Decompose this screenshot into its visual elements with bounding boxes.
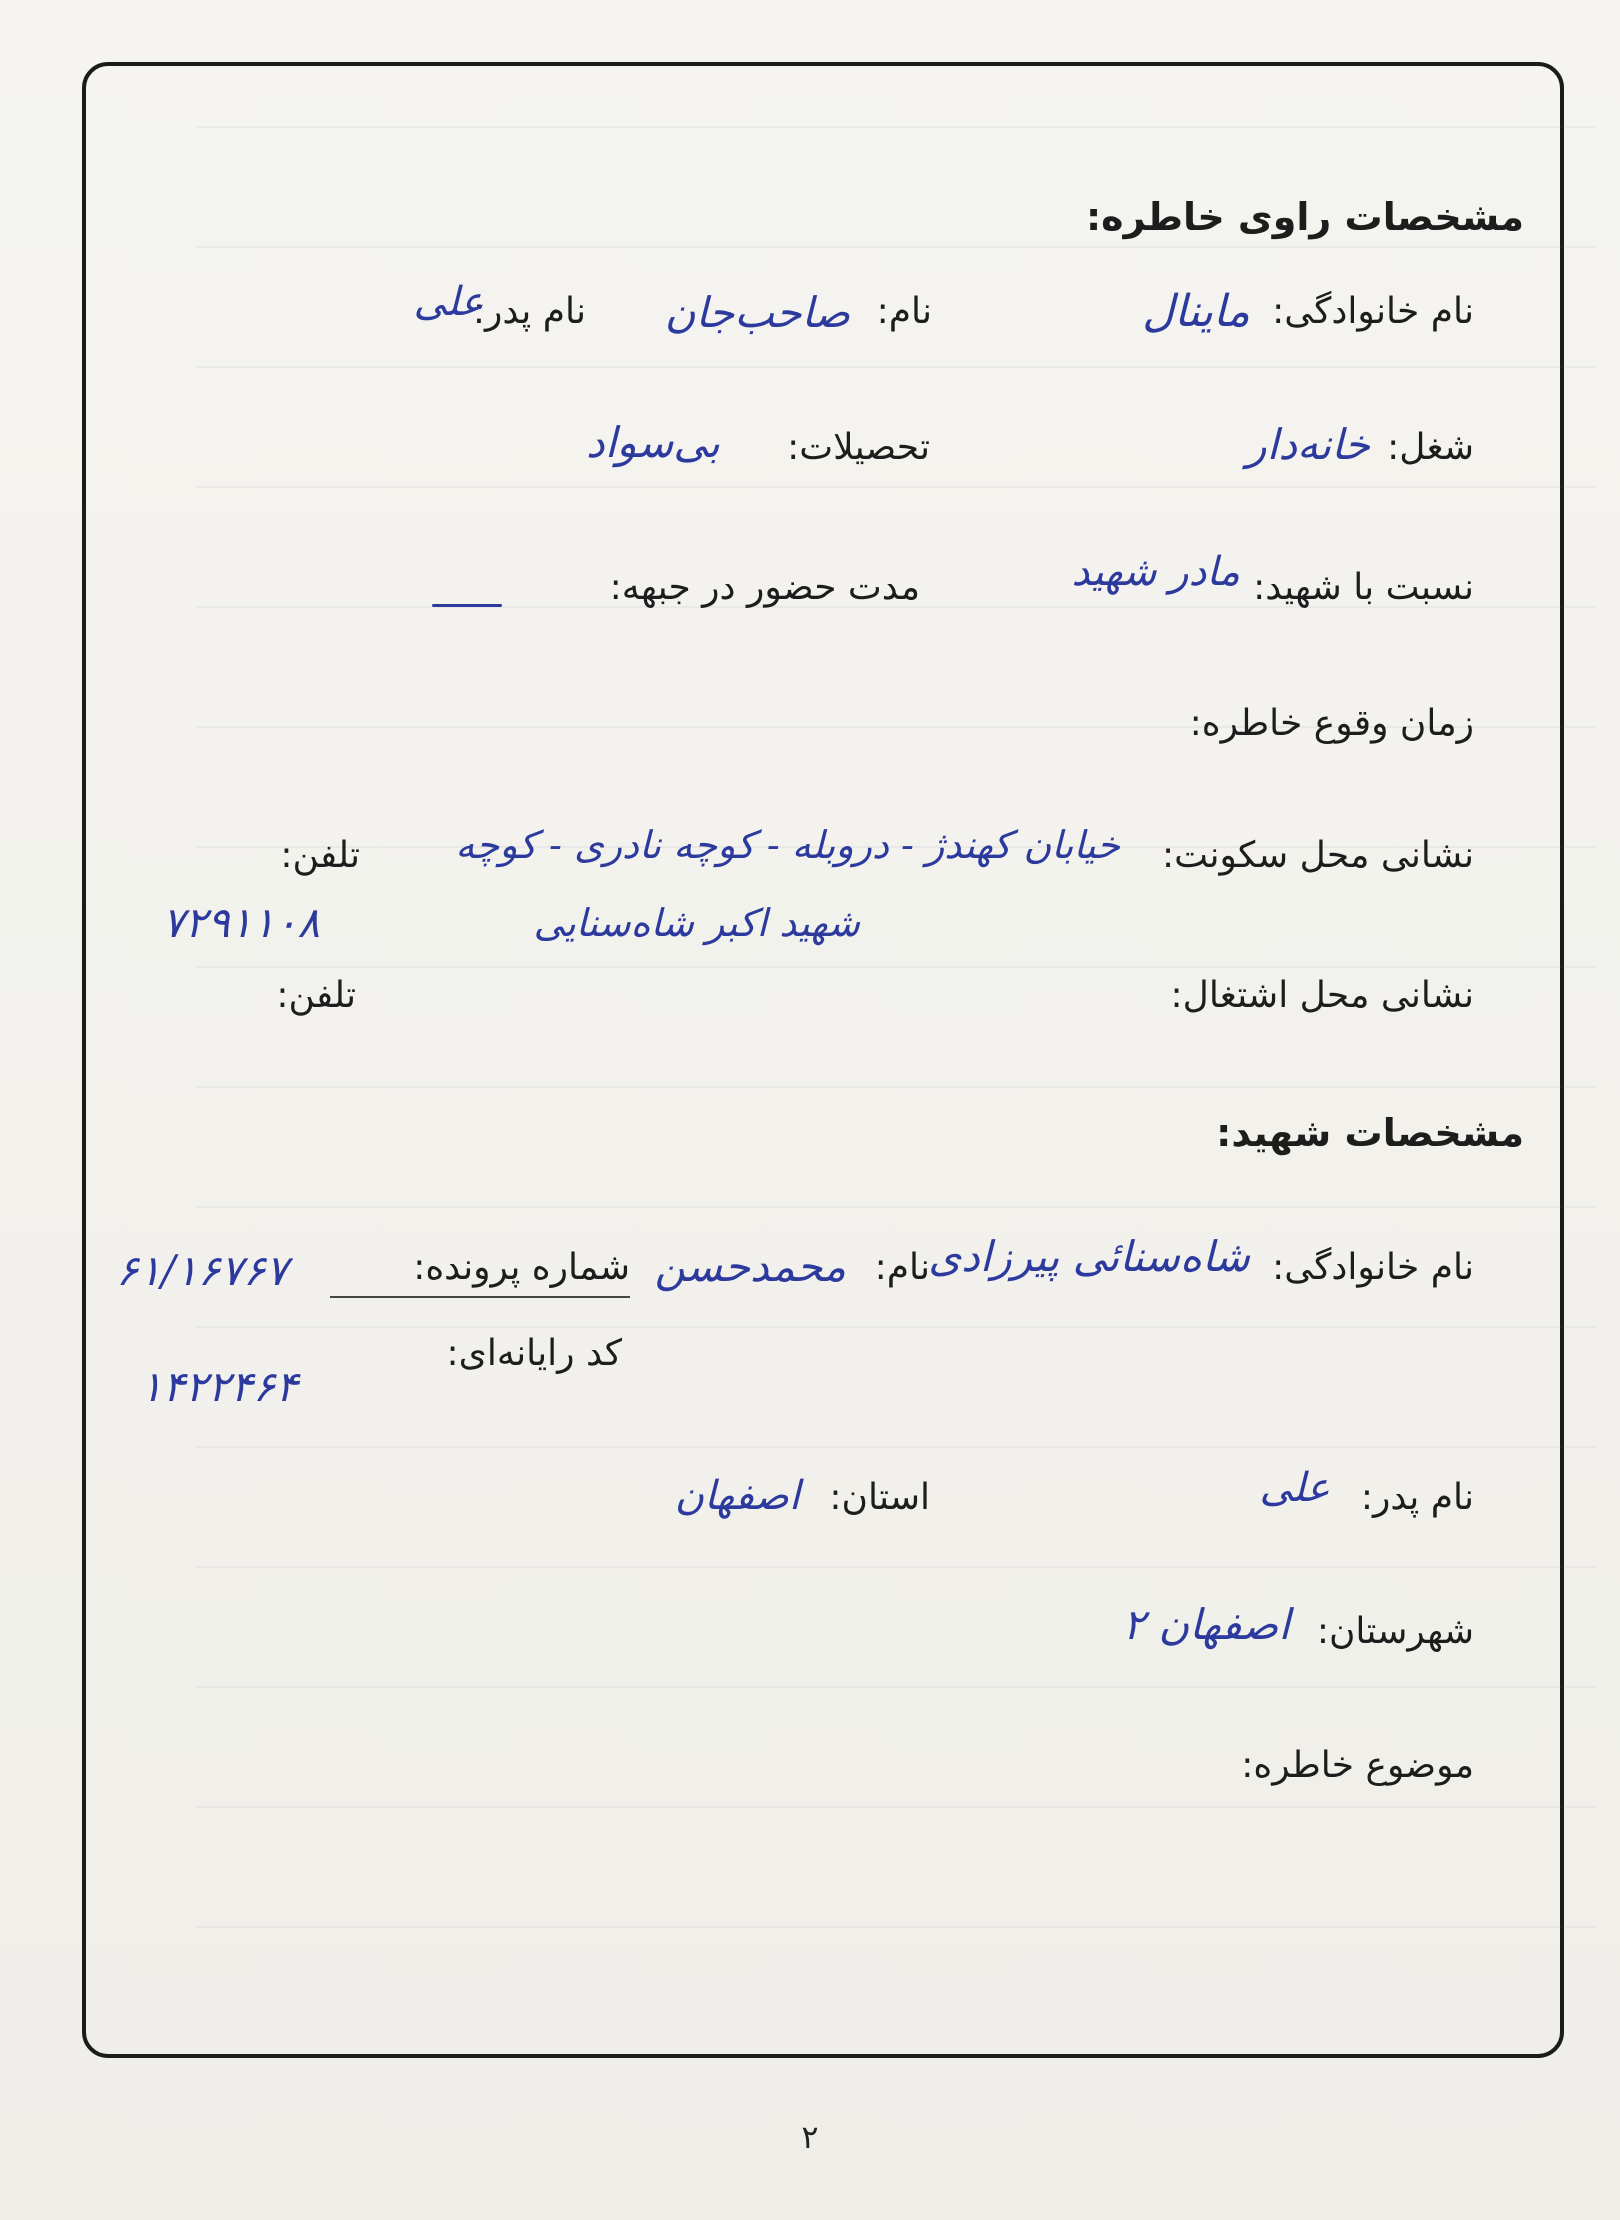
narrator-home-address-line1: خیابان کهندژ - دروبله - کوچه نادری - کوچه [455,823,1120,867]
narrator-memory-time-label: زمان وقوع خاطره: [1189,703,1474,744]
narrator-education-value: بی‌سواد [586,418,720,467]
narrator-first-name-label: نام: [876,291,932,332]
martyr-city-value: اصفهان ۲ [1122,1600,1290,1649]
front-duration-empty-dash [432,604,502,607]
narrator-father-name-value: علی [413,279,484,325]
martyr-father-name-label: نام پدر: [1360,1477,1474,1518]
narrator-last-name-value: ماینال [1142,286,1250,337]
martyr-father-name-value: علی [1259,1465,1330,1511]
martyr-province-label: استان: [829,1477,930,1518]
narrator-work-phone-label: تلفن: [276,975,356,1016]
narrator-home-phone-label: تلفن: [280,835,360,876]
narrator-relation-label: نسبت با شهید: [1253,567,1474,608]
page-number: ۲ [801,2118,819,2156]
file-number-underline [330,1296,630,1298]
narrator-father-name-label: نام پدر: [472,291,586,332]
narrator-home-address-label: نشانی محل سکونت: [1162,835,1474,876]
martyr-city-label: شهرستان: [1316,1611,1474,1652]
narrator-home-phone-value: ۷۲۹۱۱۰۸ [162,898,320,947]
martyr-computer-code-value: ۱۴۲۲۴۶۴ [140,1362,298,1411]
martyr-memory-subject-label: موضوع خاطره: [1241,1745,1474,1786]
martyr-section-heading: مشخصات شهید: [1216,1111,1524,1155]
martyr-computer-code-label: کد رایانه‌ای: [446,1333,622,1374]
narrator-education-label: تحصیلات: [787,427,930,468]
martyr-file-number-value: ۶۱/۱۶۷۶۷ [116,1246,289,1295]
narrator-occupation-label: شغل: [1387,427,1474,468]
narrator-home-address-line2: شهید اکبر شاه‌سنایی [533,901,860,945]
narrator-occupation-value: خانه‌دار [1246,420,1370,469]
martyr-file-number-label: شماره پرونده: [413,1247,630,1288]
narrator-work-address-label: نشانی محل اشتغال: [1170,975,1474,1016]
narrator-relation-value: مادر شهید [1071,549,1240,595]
martyr-last-name-value: شاه‌سنائی پیرزادی [928,1232,1250,1281]
narrator-section-heading: مشخصات راوی خاطره: [1085,195,1524,239]
martyr-first-name-value: محمدحسن [654,1242,846,1291]
narrator-front-duration-label: مدت حضور در جبهه: [609,567,920,608]
martyr-first-name-label: نام: [874,1247,930,1288]
martyr-province-value: اصفهان [674,1473,800,1519]
narrator-last-name-label: نام خانوادگی: [1272,291,1474,332]
narrator-first-name-value: صاحب‌جان [664,288,850,337]
martyr-last-name-label: نام خانوادگی: [1272,1247,1474,1288]
